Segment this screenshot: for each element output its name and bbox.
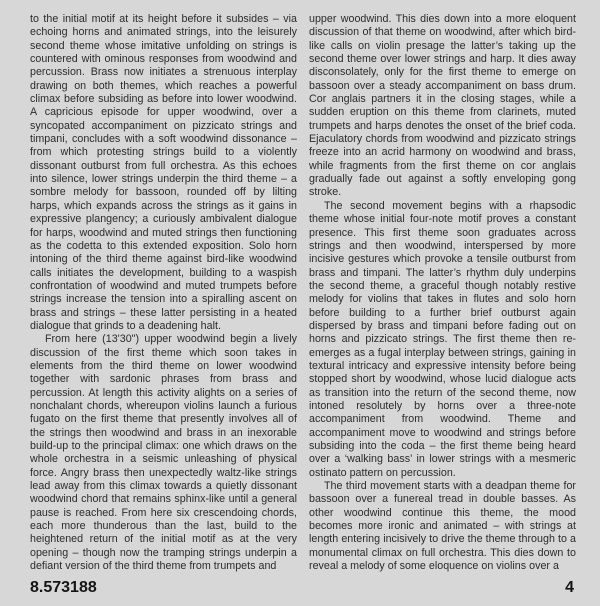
page-number: 4 (565, 579, 574, 596)
page-footer (30, 579, 574, 597)
paragraph: upper woodwind. This dies down into a more eloquent discussion of that theme on woodwind, after which bird-like calls on violin presage the latter’s taking up the second theme over lower strings and harp. It dies away disconsolately, only for the first theme to emerge on bassoon over a steady accompaniment on bass drum. Cor anglais partners it in the closing stages, while a sudden eruption on this theme from clarinets, muted trumpets and harps denotes the onset of the brief coda. Ejaculatory chords from woodwind and pizzicato strings freeze into an acrid harmony on woodwind and brass, while fragments from the first theme on cor anglais gradually fade out against a softly enveloping gong stroke. (309, 13, 576, 199)
paragraph: The third movement starts with a deadpan theme for bassoon over a funereal tread in double basses. As other woodwind continue this theme, the mood becomes more ironic and animated – with strings at length entering incisively to drive the theme through to a monumental climax on full orchestra. This dies down to reveal a melody of some eloquence on violins over a (309, 480, 576, 573)
paragraph: The second movement begins with a rhapsodic theme whose initial four-note motif proves a constant presence. This first theme soon graduates across strings and then woodwind, interspersed by more incisive gestures which provoke a tensile outburst from brass and timpani. The latter’s rhythm duly underpins the second theme, a graceful though notably restive melody for violins that takes in flutes and solo horn before building to a further brief outburst again dispersed by brass and timpani before fading out on horns and pizzicato strings. The first theme then re-emerges as a fugal interplay between strings, gaining in textural intricacy and expressive intensity before being stopped short by woodwind, whose lucid dialogue acts as transition into the return of the second theme, now intoned resolutely by horns over a three-note accompaniment from woodwind. Theme and accompaniment move to woodwind and strings before subsiding into the coda – the first theme being heard over a ‘walking bass’ in lower strings with a mesmeric ostinato pattern on percussion. (309, 199, 576, 479)
paragraph: From here (13'30") upper woodwind begin a lively discussion of the first theme which soon takes in elements from the third theme on lower woodwind together with sardonic phrases from brass and percussion. At length this activity alights on a series of nonchalant chords, whereupon violins launch a furious fugato on the first theme that presently involves all of the strings then woodwind and brass in an inexorable build-up to the principal climax: one which draws on the whole orchestra in a seismic unleashing of physical force. Angry brass then unexpectedly waltz-like strings lead away from this climax towards a quietly dissonant woodwind chord that remains sphinx-like until a general pause is reached. From here six crescendoing chords, each more thunderous than the last, build to the heightened return of the initial motif as at the very opening – though now the tramping strings underpin a defiant version of the third theme from trumpets and (30, 333, 297, 573)
column-right (309, 13, 576, 573)
paragraph: to the initial motif at its height before it subsides – via echoing horns and animated strings, into the leisurely second theme whose imitative unfolding on strings is countered with ominous responses from woodwind and percussion. Brass now initiates a strenuous interplay drawing on both themes, which reaches a powerful climax before subsiding as before into lower woodwind. A capricious episode for upper woodwind, over a syncopated accompaniment on pizzicato strings and timpani, concludes with a soft woodwind dissonance – from which protesting strings build to a violently dissonant outburst from full orchestra. As this echoes into silence, lower strings underpin the third theme – a sombre melody for bassoon, rounded off by lilting harps, which expands across the strings as it gains in expressive plangency; a curiously ambivalent dialogue for harps, woodwind and muted strings then functioning as the codetta to this extended exposition. Solo horn intoning of the third theme against bird-like woodwind calls initiates the development, building to a waspish confrontation of woodwind and muted trumpets before strings increase the tension into a spiralling ascent on brass and strings – these latter persisting in a heated dialogue that grinds to a deadening halt. (30, 13, 297, 332)
catalog-number: 8.573188 (30, 579, 97, 596)
column-left (30, 13, 297, 573)
